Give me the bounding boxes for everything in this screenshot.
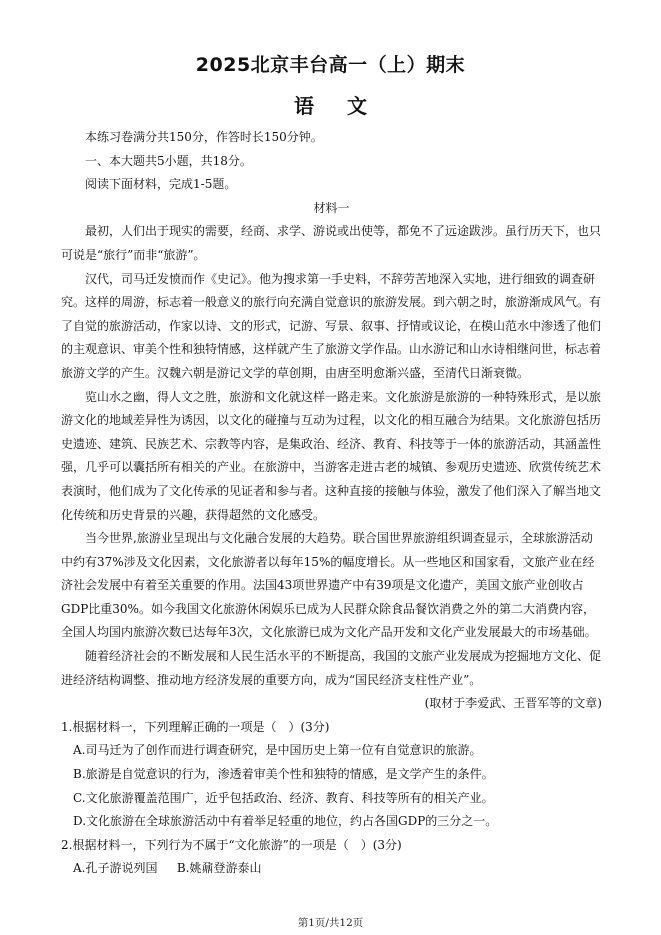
material-heading: 材料一 [313,200,350,215]
subject-heading: 语 文 [294,94,367,118]
question-option-row [61,857,602,881]
material-source: (取材于李爱武、王晋军等的文章) [424,696,602,711]
material-paragraph: 汉代，司马迁发愤而作《史记》。他为搜求第一手史料，不辞劳苦地深入实地，进行细致的调查研究。这样的周游，标志着一般意义的旅行向充满自觉意识的旅游发展。到六朝之时，旅游渐成风气。有了自觉的旅游活动，作家以诗、文的形式，记游、写景、叙事、抒情或议论，在模山范水中渗透了他们的主观意识、审美个性和独特情感，这样就产生了旅游文学作品。山水游记和山水诗相继问世，标志着旅游文学的产生。汉魏六朝是游记文学的草创期，由唐至明愈渐兴盛，至清代日渐衰微。 [61,271,602,380]
exam-note: 本练习卷满分共150分，作答时长150分钟。 [85,130,323,144]
question-option: C.文化旅游覆盖范围广，近乎包括政治、经济、教育、科技等所有的相关产业。 [73,790,494,805]
question-option: B.旅游是自觉意识的行为，渗透着审美个性和独特的情感，是文学产生的条件。 [73,767,494,782]
material-paragraph: 当今世界,旅游业呈现出与文化融合发展的大趋势。联合国世界旅游组织调查显示，全球旅游活动中约有37%涉及文化因素，文化旅游者以每年15%的幅度增长。从一些地区和国家看，文旅产业在经济社会发展中有着至关重要的作用。法国43项世界遗产中有39项是文化遗产，美国文旅产业创收占GDP比重30%。如今我国文化旅游休闲娱乐已成为人民群众除食品餐饮消费之外的第二大消费内容，全国人均国内旅游次数已达每年3次，文化旅游已成为文化产品开发和文化产业发展最大的市场基础。 [61,531,597,640]
question-stem: 2.根据材料一，下列行为不属于“文化旅游”的一项是（ ）(3分) [61,837,402,852]
page-number: 第1页/共12页 [297,917,364,929]
exam-body [61,126,602,881]
material-paragraph: 随着经济社会的不断发展和人民生活水平的不断提高，我国的文旅产业发展成为挖掘地方文化、促进经济结构调整、推动地方经济发展的重要方向，成为“国民经济支柱性产业”。 [61,649,602,687]
question-option: A.司马迁为了创作而进行调查研究，是中国历史上第一位有自觉意识的旅游。 [73,743,482,758]
exam-title: 2025北京丰台高一（上）期末 [195,54,466,76]
question-option: A.孔子游说列国 [73,861,158,876]
material-paragraph: 览山水之幽，得人文之胜，旅游和文化就这样一路走来。文化旅游是旅游的一种特殊形式，是以旅游文化的地域差异性为诱因，以文化的碰撞与互动为过程，以文化的相互融合为结果。文化旅游包括历史遗迹、建筑、民族艺术、宗教等内容，是集政治、经济、教育、科技等于一体的旅游活动，其涵盖性强，几乎可以囊括所有相关的产业。在旅游中，当游客走进古老的城镇、参观历史遗迹、欣赏传统艺术表演时，他们成为了文化传承的见证者和参与者。这种直接的接触与体验，激发了他们深入了解当地文化传统和历史背景的兴趣，获得超然的文化感受。 [61,389,602,522]
material-paragraph: 最初，人们出于现实的需要，经商、求学、游说或出使等，都免不了远途跋涉。虽行历天下，也只可说是“旅行”而非“旅游”。 [61,224,602,262]
reading-prompt: 阅读下面材料，完成1-5题。 [85,177,237,192]
question-stem: 1.根据材料一，下列理解正确的一项是（ ）(3分) [61,719,330,734]
section-heading: 一、本大题共5小题，共18分。 [85,153,252,168]
question-option: B.姚鼐登游泰山 [176,861,262,876]
question-option: D.文化旅游在全球旅游活动中有着举足轻重的地位，约占各国GDP的三分之一。 [73,814,498,829]
